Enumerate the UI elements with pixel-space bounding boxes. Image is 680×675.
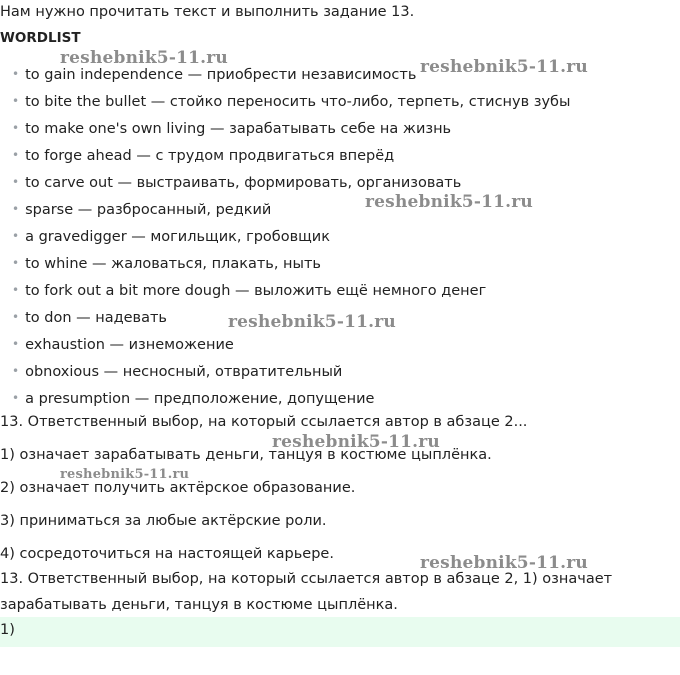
wordlist-item: • obnoxious — несносный, отвратительный xyxy=(12,364,343,380)
wordlist-item: • to forge ahead — с трудом продвигаться вперёд xyxy=(12,148,395,164)
answer-line-2: зарабатывать деньги, танцуя в костюме цыплёнка. xyxy=(0,597,398,613)
wordlist-item: • sparse — разбросанный, редкий xyxy=(12,202,272,218)
bullet-icon: • xyxy=(12,310,20,324)
bullet-icon: • xyxy=(12,256,20,270)
answer-field[interactable] xyxy=(0,617,680,647)
watermark: reshebnik5-11.ru xyxy=(272,432,440,452)
answer-value: 1) xyxy=(0,622,15,638)
option-1: 1) означает зарабатывать деньги, танцуя в костюме цыплёнка. xyxy=(0,447,492,463)
wordlist-item: • to gain independence — приобрести независимость xyxy=(12,67,417,83)
wordlist-item: • a gravedigger — могильщик, гробовщик xyxy=(12,229,330,245)
answer-line-1: 13. Ответственный выбор, на который ссылается автор в абзаце 2, 1) означает xyxy=(0,571,613,587)
watermark: reshebnik5-11.ru xyxy=(60,48,228,68)
bullet-icon: • xyxy=(12,175,20,189)
wordlist-item: • a presumption — предположение, допущение xyxy=(12,391,375,407)
intro-text: Нам нужно прочитать текст и выполнить задание 13. xyxy=(0,4,415,20)
watermark: reshebnik5-11.ru xyxy=(60,467,190,482)
wordlist-item: • to make one's own living — зарабатывать себе на жизнь xyxy=(12,121,452,137)
wordlist-item: • to don — надевать xyxy=(12,310,167,326)
question-text: 13. Ответственный выбор, на который ссылается автор в абзаце 2... xyxy=(0,414,528,430)
wordlist-item: • to fork out a bit more dough — выложить ещё немного денег xyxy=(12,283,487,299)
bullet-icon: • xyxy=(12,283,20,297)
wordlist-item: • to bite the bullet — стойко переносить что-либо, терпеть, стиснув зубы xyxy=(12,94,571,110)
bullet-icon: • xyxy=(12,391,20,405)
option-2: 2) означает получить актёрское образование. xyxy=(0,480,356,496)
wordlist-item: • to whine — жаловаться, плакать, ныть xyxy=(12,256,321,272)
bullet-icon: • xyxy=(12,121,20,135)
bullet-icon: • xyxy=(12,148,20,162)
bullet-icon: • xyxy=(12,229,20,243)
bullet-icon: • xyxy=(12,94,20,108)
option-3: 3) приниматься за любые актёрские роли. xyxy=(0,513,327,529)
option-4: 4) сосредоточиться на настоящей карьере. xyxy=(0,546,334,562)
bullet-icon: • xyxy=(12,337,20,351)
wordlist-item: • exhaustion — изнеможение xyxy=(12,337,234,353)
watermark: reshebnik5-11.ru xyxy=(420,57,588,77)
wordlist-title: WORDLIST xyxy=(0,30,81,46)
wordlist-item: • to carve out — выстраивать, формировать, организовать xyxy=(12,175,462,191)
watermark: reshebnik5-11.ru xyxy=(420,553,588,573)
bullet-icon: • xyxy=(12,202,20,216)
watermark: reshebnik5-11.ru xyxy=(365,192,533,212)
watermark: reshebnik5-11.ru xyxy=(228,312,396,332)
bullet-icon: • xyxy=(12,67,20,81)
bullet-icon: • xyxy=(12,364,20,378)
